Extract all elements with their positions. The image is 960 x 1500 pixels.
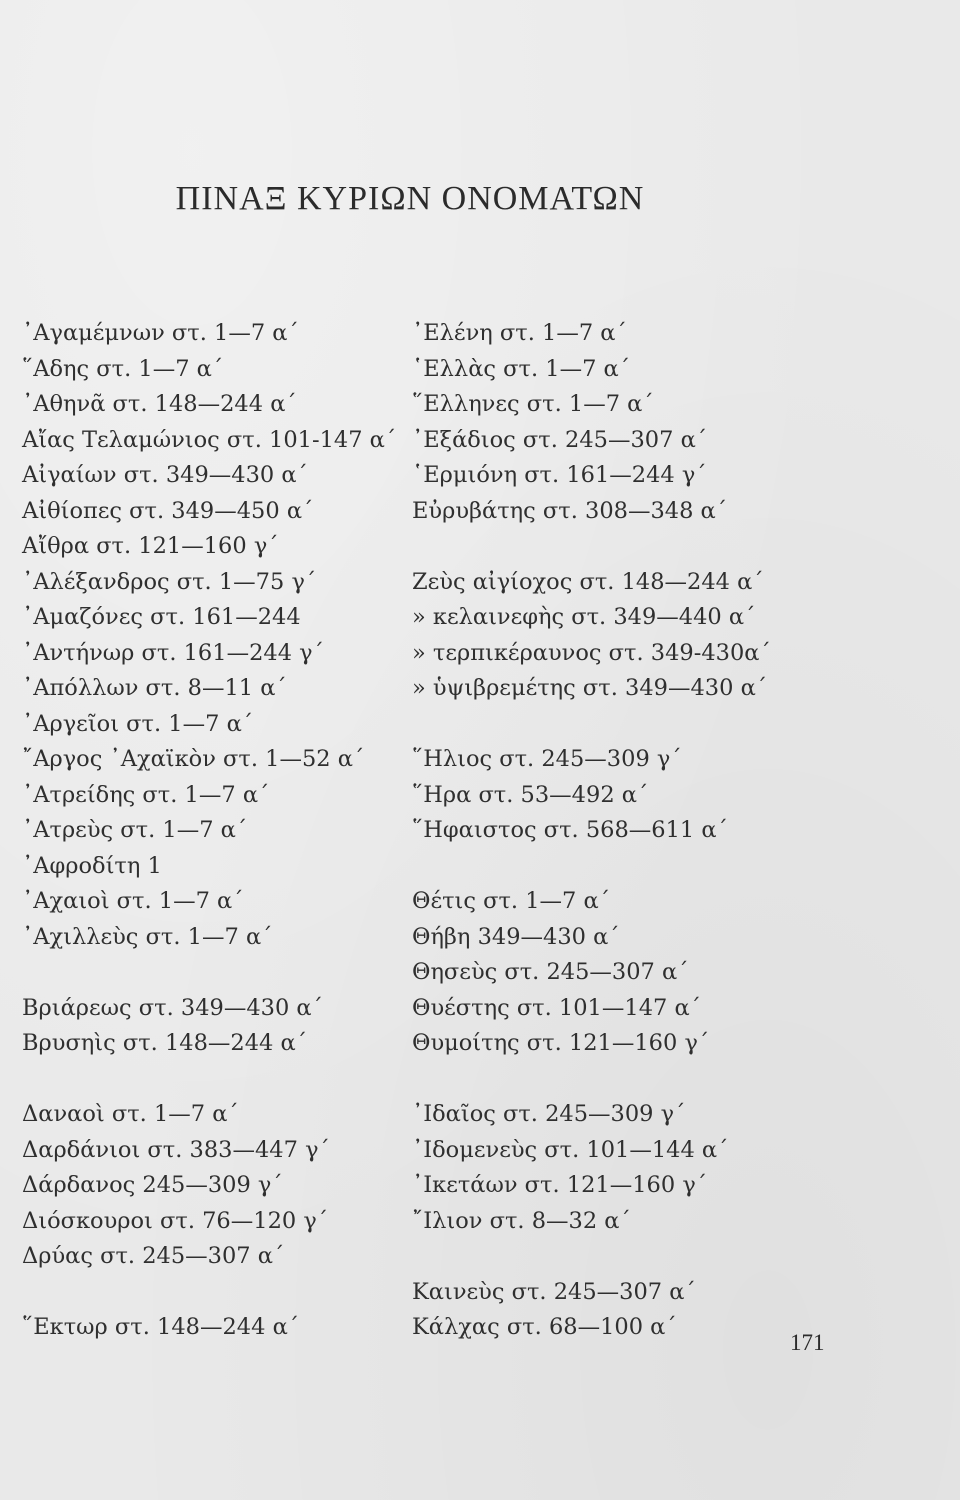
index-entry: ᾿Ιδομενεὺς στ. 101—144 α΄ [412,1136,729,1163]
index-entry: » κελαινεφὴς στ. 349—440 α΄ [412,604,756,630]
index-entry: ῞Ηρα στ. 53—492 α΄ [412,781,649,808]
section-gap [412,1062,842,1098]
section-gap [22,1062,397,1098]
index-entry: ᾿Αμαζόνες στ. 161—244 [22,604,301,630]
index-entry: Βρυσηὶς στ. 148—244 α΄ [22,1030,307,1056]
index-entry: ᾿Αχιλλεὺς στ. 1—7 α΄ [22,923,273,950]
index-entry: ᾿Απόλλων στ. 8—11 α΄ [22,675,287,701]
section-gap [412,1239,842,1275]
index-entry: Εὐρυβάτης στ. 308—348 α΄ [412,497,727,524]
index-entry: Δάρδανος 245—309 γ΄ [22,1172,283,1198]
index-entry: ᾿Αφροδίτη 1 [22,852,162,879]
section-gap [22,955,397,991]
index-entry: Καινεὺς στ. 245—307 α΄ [412,1278,696,1305]
index-entry: Δαναοὶ στ. 1—7 α΄ [22,1101,239,1127]
index-entry: Αἴθρα στ. 121—160 γ΄ [22,533,279,559]
index-entry: ᾿Ατρεὺς στ. 1—7 α΄ [22,817,248,843]
page-title: ΠΙΝΑΞ ΚΥΡΙΩΝ ΟΝΟΜΑΤΩΝ [175,180,645,217]
index-entry: ῞Εκτωρ στ. 148—244 α΄ [22,1314,300,1340]
index-entry: ᾿Αλέξανδρος στ. 1—75 γ΄ [22,568,317,595]
index-entry: ῾Ερμιόνη στ. 161—244 γ΄ [412,462,707,488]
index-entry: Διόσκουροι στ. 76—120 γ΄ [22,1207,329,1234]
index-entry: ᾿Αθηνᾶ στ. 148—244 α΄ [22,391,297,417]
section-gap [22,1275,397,1311]
index-entry: » τερπικέραυνος στ. 349-430α΄ [412,639,771,666]
index-entry: Θησεὺς στ. 245—307 α΄ [412,959,689,985]
index-entry: Θυμοίτης στ. 121—160 γ΄ [412,1030,710,1056]
section-gap [412,849,842,885]
index-entry: Αἰθίοπες στ. 349—450 α΄ [22,497,314,524]
index-entry: Δαρδάνιοι στ. 383—447 γ΄ [22,1136,330,1163]
index-entry: ᾿Ιδαῖος στ. 245—309 γ΄ [412,1101,686,1127]
index-entry: ῞Ηφαιστος στ. 568—611 α΄ [412,817,728,843]
index-entry: ῎Ιλιον στ. 8—32 α΄ [412,1207,631,1234]
index-column-right [412,316,842,1346]
index-entry: Αἴας Τελαμώνιος στ. 101-147 α΄ [22,426,397,453]
index-entry: Αἰγαίων στ. 349—430 α΄ [22,462,308,488]
index-entry: Βριάρεως στ. 349—430 α΄ [22,994,323,1021]
index-entry: Ζεὺς αἰγίοχος στ. 148—244 α΄ [412,568,764,595]
index-entry: ᾿Ικετάων στ. 121—160 γ΄ [412,1172,708,1198]
index-column-left [22,316,397,1346]
index-entry: ᾿Αχαιοὶ στ. 1—7 α΄ [22,888,244,914]
index-entry: Θέτις στ. 1—7 α΄ [412,888,610,914]
index-entry: ῞Ηλιος στ. 245—309 γ΄ [412,746,682,772]
index-entry: Κάλχας στ. 68—100 α΄ [412,1314,677,1340]
index-entry: Θήβη 349—430 α΄ [412,923,620,950]
index-entry: Θυέστης στ. 101—147 α΄ [412,994,701,1021]
section-gap [412,529,842,565]
index-entry: ᾿Εξάδιος στ. 245—307 α΄ [412,426,708,453]
index-entry: Δρύας στ. 245—307 α΄ [22,1243,285,1269]
index-entry: ᾿Αργεῖοι στ. 1—7 α΄ [22,710,254,737]
index-entry: ᾿Αγαμέμνων στ. 1—7 α΄ [22,320,299,346]
index-entry: ῾Ελλὰς στ. 1—7 α΄ [412,355,630,382]
section-gap [412,707,842,743]
index-entry: ᾿Ελένη στ. 1—7 α΄ [412,320,627,346]
index-entry: ᾿Αντήνωρ στ. 161—244 γ΄ [22,639,324,666]
index-entry: ῎Αργος ᾿Αχαϊκὸν στ. 1—52 α΄ [22,746,365,772]
index-entry: ῞Αδης στ. 1—7 α΄ [22,355,224,382]
index-entry: ᾿Ατρείδης στ. 1—7 α΄ [22,781,270,808]
page-number: 171 [790,1330,825,1355]
index-entry: ῞Ελληνες στ. 1—7 α΄ [412,391,654,417]
index-entry: » ὑψιβρεμέτης στ. 349—430 α΄ [412,675,768,701]
